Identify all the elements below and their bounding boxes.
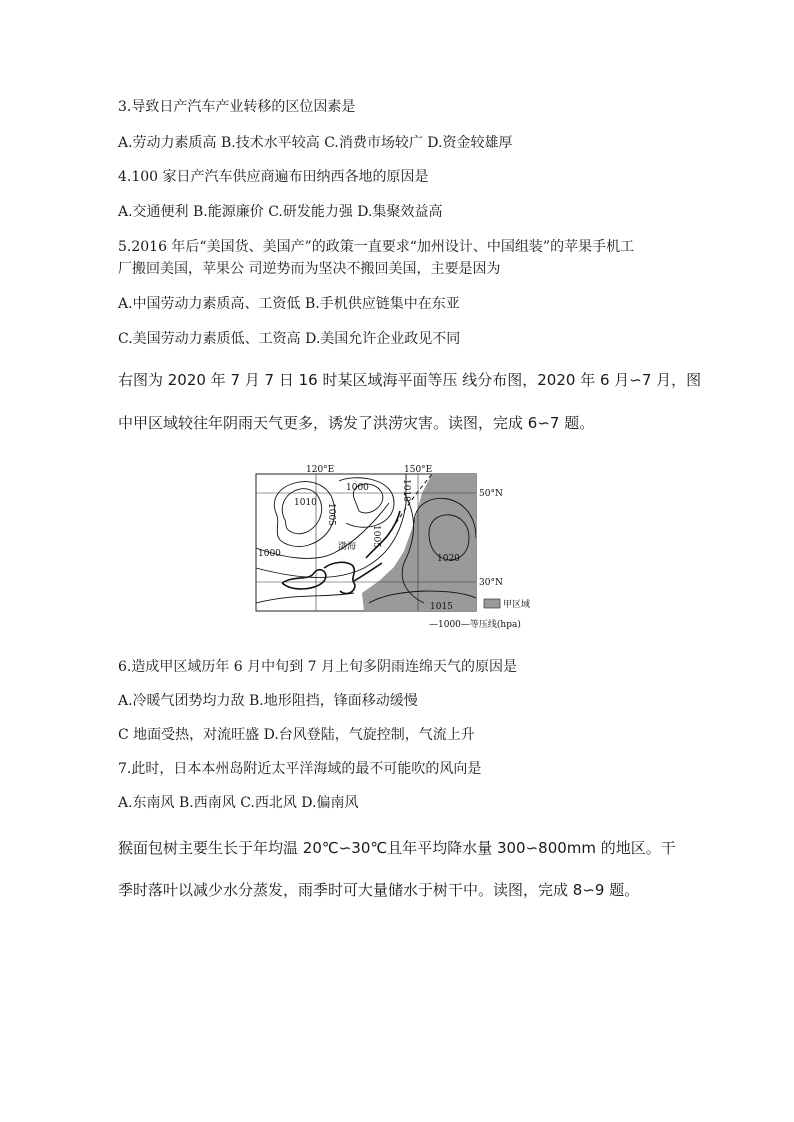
question-6: 6.造成甲区域历年 6 月中旬到 7 月上旬多阴雨连绵天气的原因是 bbox=[118, 659, 517, 675]
question-3-options: A.劳动力素质高 B.技术水平较高 C.消费市场较广 D.资金较雄厚 bbox=[118, 135, 513, 151]
isobar-label: 1020 bbox=[437, 554, 460, 564]
isobar-map-svg bbox=[254, 463, 535, 631]
lat-label-30: 30°N bbox=[479, 578, 503, 588]
legend-isobar-label: —1000—等压线(hpa) bbox=[429, 620, 521, 630]
lon-label-120: 120°E bbox=[306, 465, 335, 475]
question-7-options: A.东南风 B.西南风 C.西北风 D.偏南风 bbox=[118, 795, 359, 811]
isobar-map bbox=[254, 463, 535, 631]
lon-label-150: 150°E bbox=[404, 465, 433, 475]
isobar-label: 1015 bbox=[430, 602, 453, 612]
question-3: 3.导致日产汽车产业转移的区位因素是 bbox=[118, 99, 356, 115]
tree-intro-line-2: 季时落叶以减少水分蒸发，雨季时可大量储水于树干中。读图，完成 8∽9 题。 bbox=[118, 881, 640, 899]
question-7: 7.此时，日本本州岛附近太平洋海域的最不可能吹的风向是 bbox=[118, 761, 482, 777]
isobar-label: 1005 bbox=[371, 525, 381, 548]
question-5-line-1: 5.2016 年后“美国货、美国产”的政策一直要求“加州设计、中国组装”的苹果手机工 bbox=[118, 239, 635, 255]
question-5-options-2: C.美国劳动力素质低、工资高 D.美国允许企业政见不同 bbox=[118, 331, 461, 347]
map-intro-line-1: 右图为 2020 年 7 月 7 日 16 时某区域海平面等压 线分布图，2020 年 6 月∽7 月，图 bbox=[118, 371, 702, 389]
lat-label-50: 50°N bbox=[479, 489, 503, 499]
question-4: 4.100 家日产汽车供应商遍布田纳西各地的原因是 bbox=[118, 169, 429, 185]
question-5-line-2: 厂搬回美国，苹果公 司逆势而为坚决不搬回美国，主要是因为 bbox=[118, 261, 501, 277]
question-6-options-2: C 地面受热，对流旺盛 D.台风登陆，气旋控制，气流上升 bbox=[118, 727, 475, 743]
isobar-label: 1010 bbox=[401, 479, 411, 502]
legend-swatch bbox=[484, 599, 500, 608]
question-5-options-1: A.中国劳动力素质高、工资低 B.手机供应链集中在东亚 bbox=[118, 296, 460, 312]
legend-area-label: 甲区域 bbox=[503, 600, 531, 610]
place-label-bohai: 渤海 bbox=[338, 542, 357, 552]
isobar-label: 1005 bbox=[326, 503, 336, 526]
question-6-options-1: A.冷暖气团势均力敌 B.地形阻挡，锋面移动缓慢 bbox=[118, 693, 418, 709]
map-intro-line-2: 中甲区域较往年阴雨天气更多，诱发了洪涝灾害。读图，完成 6∽7 题。 bbox=[118, 414, 595, 432]
isobar-label: 1000 bbox=[346, 483, 369, 493]
isobar-label: 1000 bbox=[258, 549, 281, 559]
isobar-label: 1010 bbox=[294, 498, 317, 508]
question-4-options: A.交通便利 B.能源廉价 C.研发能力强 D.集聚效益高 bbox=[118, 204, 443, 220]
tree-intro-line-1: 猴面包树主要生长于年均温 20℃∽30℃且年平均降水量 300∽800mm 的地区。干 bbox=[118, 839, 676, 857]
